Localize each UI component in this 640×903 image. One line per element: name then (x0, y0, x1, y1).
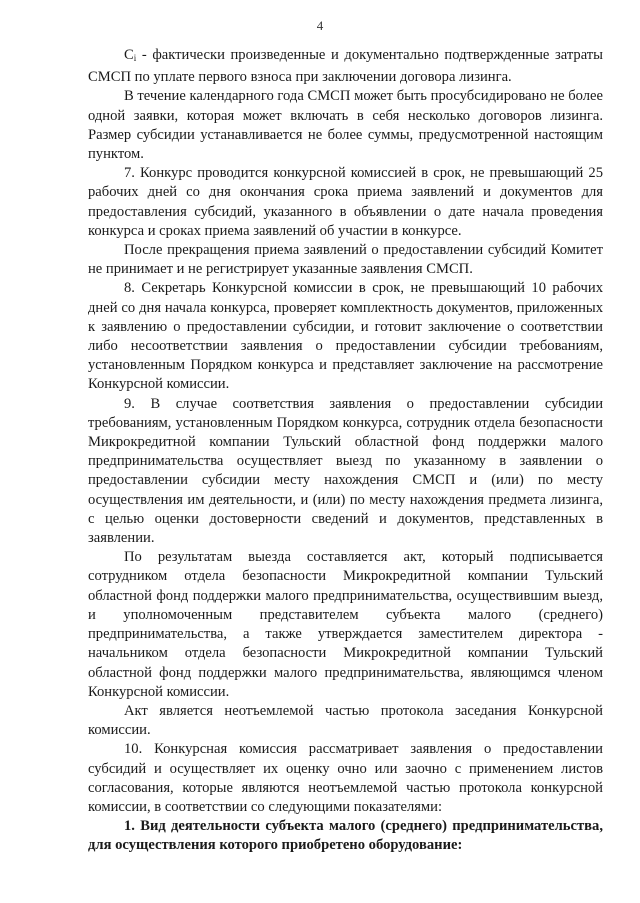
paragraph-item-7: 7. Конкурс проводится конкурсной комиссией в срок, не превышающий 25 рабочих дней со дня окончания срока приема заявлений и документов для предоставления субсидий, указанного в объявлении о дате начала проведения конкурса и сроках приема заявлений об участии в конкурсе. (88, 165, 603, 239)
formula-definition-text: - фактически произведенные и документально подтвержденные затраты СМСП по уплате первого взноса при заключении договора лизинга. (88, 47, 603, 86)
paragraph-act-protocol: Акт является неотъемлемой частью протокола заседания Конкурсной комиссии. (88, 702, 603, 739)
paragraph-subsidy-limit: В течение календарного года СМСП может быть просубсидировано не более одной заявки, которая может включать в себя несколько договоров лизинга. Размер субсидии устанавливается не более суммы, предусмотренной настоящим пунктом. (88, 88, 603, 163)
document-body (88, 46, 603, 856)
paragraph-formula-definition (88, 46, 603, 87)
paragraph-item-9: 9. В случае соответствия заявления о предоставлении субсидии требованиям, установленным Порядком конкурса, сотрудник отдела безопасности Микрокредитной компании Тульский областной фонд поддержки малого предпринимательства осуществляет выезд по указанному в заявлении о предоставлении субсидии месту нахождения СМСП и (или) по месту осуществления им деятельности, и (или) по месту нахождения предмета лизинга, с целью оценки достоверности сведений и документов, представленных в заявлении. (88, 395, 603, 547)
page-number: 4 (316, 18, 324, 33)
paragraph-criterion-1: 1. Вид деятельности субъекта малого (среднего) предпринимательства, для осуществления которого приобретено оборудование: (88, 818, 603, 854)
paragraph-item-10: 10. Конкурсная комиссия рассматривает заявления о предоставлении субсидий и осуществляет их оценку очно или заочно с применением листов согласования, которые являются неотъемлемой частью протокола конкурсной комиссии, в соответствии со следующими показателями: (88, 741, 603, 815)
paragraph-inspection-act: По результатам выезда составляется акт, который подписывается сотрудником отдела безопасности Микрокредитной компании Тульский областной фонд поддержки малого предпринимательства, осуществившим выезд, и уполномоченным представителем субъекта малого (среднего) предпринимательства, а также утверждается заместителем директора - начальником отдела безопасности Микрокредитной компании Тульский областной фонд поддержки малого предпринимательства, являющимся членом Конкурсной комиссии. (88, 549, 603, 700)
paragraph-item-8: 8. Секретарь Конкурсной комиссии в срок, не превышающий 10 рабочих дней со дня начала конкурса, проверяет комплектность документов, приложенных к заявлению о предоставлении субсидии, и готовит заключение о соответствии либо несоответствии заявления о предоставлении субсидии требованиям, установленным Порядком конкурса и представляет заключение на рассмотрение Конкурсной комиссии. (88, 280, 603, 393)
formula-subscript: i (133, 53, 137, 63)
paragraph-acceptance-end: После прекращения приема заявлений о предоставлении субсидий Комитет не принимает и не регистрирует указанные заявления СМСП. (88, 242, 603, 278)
formula-variable: C (124, 47, 134, 63)
